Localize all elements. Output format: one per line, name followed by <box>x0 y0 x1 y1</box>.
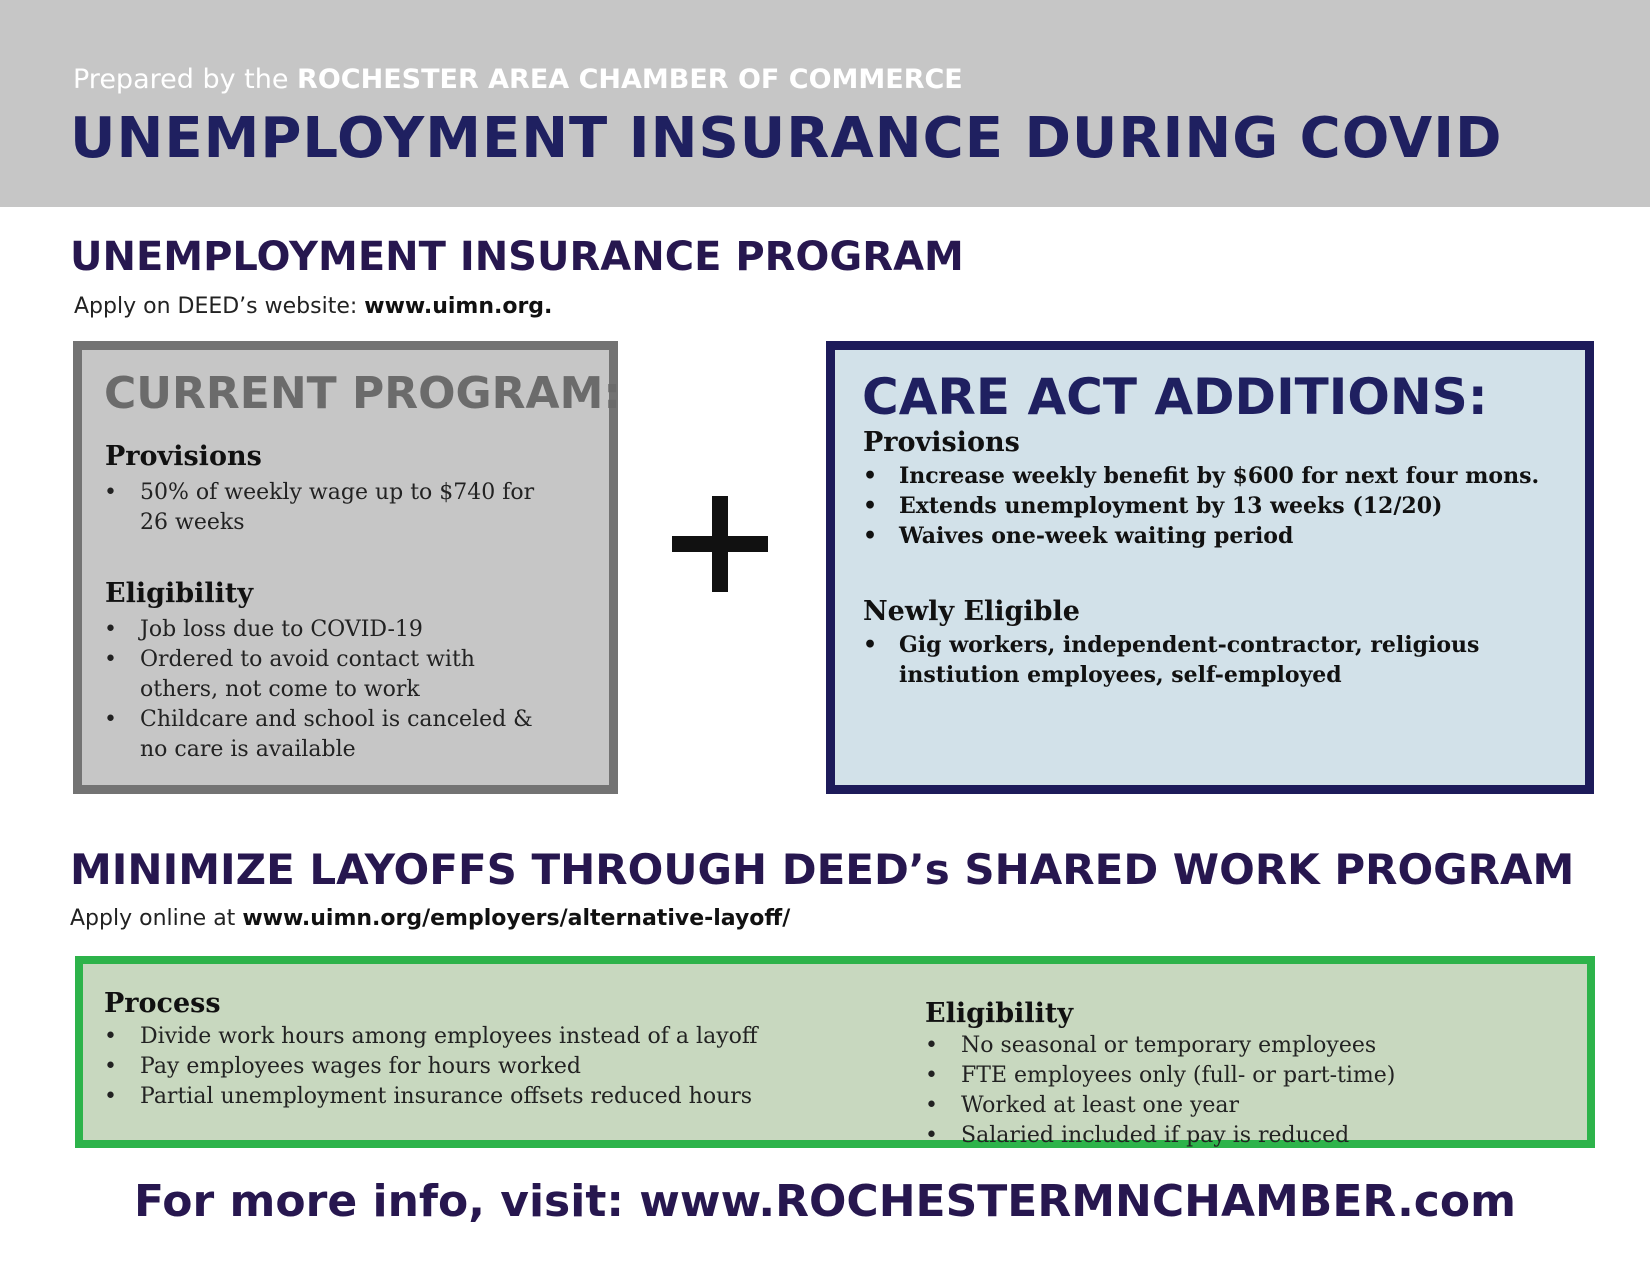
list-item: • Gig workers, independent-contractor, religious instiution employees, self-employed <box>863 630 1503 690</box>
prepared-prefix: Prepared by the <box>73 64 298 95</box>
list-item: • Salaried included if pay is reduced <box>925 1121 1485 1151</box>
newly-eligible-list <box>863 630 1503 690</box>
uimn-link[interactable]: www.uimn.org. <box>364 294 553 319</box>
header-banner <box>0 0 1650 207</box>
list-item: • Childcare and school is canceled & no care is available <box>104 705 544 765</box>
list-item: • Divide work hours among employees instead of a layoff <box>104 1022 804 1052</box>
shared-apply-prefix: Apply online at <box>70 906 243 931</box>
current-provisions-heading: Provisions <box>105 441 262 472</box>
current-program-box <box>73 341 621 794</box>
list-item: • Pay employees wages for hours worked <box>104 1052 804 1082</box>
list-item: • 50% of weekly wage up to $740 for 26 weeks <box>104 478 544 538</box>
ui-apply-line <box>74 294 552 319</box>
alternative-layoff-link[interactable]: www.uimn.org/employers/alternative-layoff/ <box>242 906 791 931</box>
current-provisions-list <box>104 478 544 538</box>
shared-eligibility-heading: Eligibility <box>925 998 1074 1029</box>
current-program-title: CURRENT PROGRAM: <box>104 368 621 419</box>
shared-eligibility-list <box>925 1031 1485 1151</box>
newly-eligible-heading: Newly Eligible <box>863 596 1080 627</box>
list-item: • Worked at least one year <box>925 1091 1485 1121</box>
prepared-org: ROCHESTER AREA CHAMBER OF COMMERCE <box>297 64 963 95</box>
current-eligibility-heading: Eligibility <box>105 578 254 609</box>
list-item: • Waives one-week waiting period <box>863 521 1583 551</box>
current-eligibility-list <box>104 615 544 765</box>
list-item: • Job loss due to COVID-19 <box>104 615 544 645</box>
plus-vertical-bar <box>712 496 728 592</box>
list-item: • Extends unemployment by 13 weeks (12/20) <box>863 491 1583 521</box>
list-item: • Partial unemployment insurance offsets reduced hours <box>104 1082 804 1112</box>
process-heading: Process <box>104 988 221 1019</box>
shared-work-box <box>75 956 1595 1148</box>
process-list <box>104 1022 804 1112</box>
care-act-box <box>826 341 1594 794</box>
page-title: UNEMPLOYMENT INSURANCE DURING COVID <box>70 106 1503 171</box>
footer-more-info[interactable]: For more info, visit: www.ROCHESTERMNCHAMBER.com <box>134 1176 1516 1227</box>
plus-icon <box>672 496 768 592</box>
list-item: • Ordered to avoid contact with others, not come to work <box>104 645 544 705</box>
shared-work-heading: MINIMIZE LAYOFFS THROUGH DEED’s SHARED WORK PROGRAM <box>70 845 1575 894</box>
list-item: • FTE employees only (full- or part-time) <box>925 1061 1485 1091</box>
list-item: • Increase weekly benefit by $600 for next four mons. <box>863 461 1583 491</box>
care-provisions-list <box>863 461 1583 551</box>
list-item: • No seasonal or temporary employees <box>925 1031 1485 1061</box>
ui-apply-prefix: Apply on DEED’s website: <box>74 294 365 319</box>
shared-apply-line <box>70 906 790 931</box>
prepared-by-line <box>73 64 963 95</box>
care-provisions-heading: Provisions <box>863 427 1020 458</box>
ui-program-heading: UNEMPLOYMENT INSURANCE PROGRAM <box>70 234 964 280</box>
care-act-title: CARE ACT ADDITIONS: <box>862 368 1488 426</box>
